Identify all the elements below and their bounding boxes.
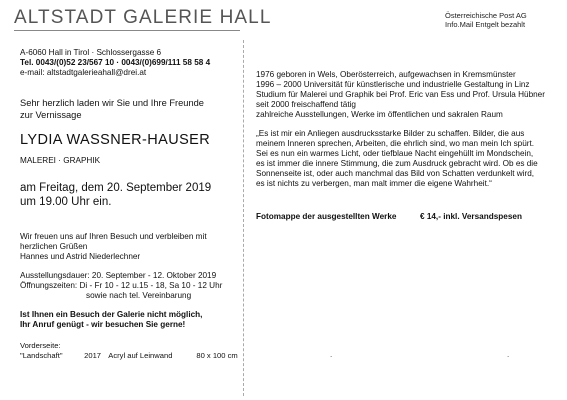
quote-line: Sonnenseite ist, oder auch manchmal das Bild von Schatten verdunkelt wird, [256,169,535,178]
artwork-medium: Acryl auf Leinwand [108,350,173,360]
cover-details [20,351,238,361]
address-field-mark: . [330,350,333,359]
artwork-size: 80 x 100 cm [196,350,238,360]
postage-line: Info.Mail Entgelt bezahlt [445,20,526,29]
quote-line: „Es ist mir ein Anliegen ausdrucksstarke Bilder zu schaffen. Bilder, die aus [256,129,525,138]
artwork-year: 2017 [84,350,102,360]
exhibition-duration: Ausstellungsdauer: 20. September - 12. Oktober 2019 [20,271,217,280]
quote-line: meinem Inneren sprechen, Arbeiten, die ehrlich sind, wo man mein Ich spürt. [256,139,535,148]
photo-folder-price: € 14,- inkl. Versandspesen [420,212,522,221]
bio-line: 1996 – 2000 Universität für künstlerische und industrielle Gestaltung in Linz [256,80,530,89]
gallery-name: ALTSTADT GALERIE HALL [14,7,272,28]
phone-numbers: Tel. 0043/(0)52 23/567 10 · 0043/(0)699/111 58 58 4 [20,58,211,67]
bio-line: 1976 geboren in Wels, Oberösterreich, aufgewachsen in Kremsmünster [256,70,516,79]
bio-line: zahlreiche Ausstellungen, Werke im öffentlichen und sakralen Raum [256,110,503,119]
postage-line: Österreichische Post AG [445,11,527,20]
greeting-line: herzlichen Grüßen [20,242,88,251]
address-field-mark: . [507,350,510,359]
artist-name: LYDIA WASSNER-HAUSER [20,132,211,148]
invitation-line: Sehr herzlich laden wir Sie und Ihre Freunde [20,98,204,108]
invitation-line: zur Vernissage [20,109,82,120]
gallery-address [20,48,210,78]
quote-line: es ist nichts zu verbergen, man malt immer die eigene Wahrheit.“ [256,179,492,188]
postage-indicia [445,11,527,29]
notice-line: Ihr Anruf genügt - wir besuchen Sie gerne! [20,320,186,329]
appointment-note: sowie nach tel. Vereinbarung [86,291,192,300]
artist-quote [256,129,556,189]
opening-date [20,181,211,209]
opening-date-line: am Freitag, dem 20. September 2019 [20,182,212,194]
center-divider [243,40,244,396]
greeting-text [20,232,207,262]
invitation-text [20,98,204,121]
greeting-line: Wir freuen uns auf Ihren Besuch und verbleiben mit [20,232,207,241]
artist-disciplines: MALEREI · GRAPHIK [20,156,101,165]
cover-label: Vorderseite: [20,341,61,350]
artist-biography [256,70,556,120]
greeting-signature: Hannes und Astrid Niederlechner [20,252,141,261]
bio-line: seit 2000 freischaffend tätig [256,100,356,109]
opening-hours: Öffnungszeiten: Di - Fr 10 - 12 u.15 - 18, Sa 10 - 12 Uhr [20,281,223,290]
street-address: A-6060 Hall in Tirol · Schlossergasse 6 [20,48,162,57]
bio-line: Studium für Malerei und Graphik bei Prof. Eric van Ess und Prof. Ursula Hübner [256,90,545,99]
exhibition-info [20,271,222,301]
title-divider [14,30,240,31]
artwork-title: "Landschaft" [20,350,63,360]
notice-line: Ist Ihnen ein Besuch der Galerie nicht möglich, [20,310,203,319]
opening-time-line: um 19.00 Uhr ein. [20,196,112,208]
photo-folder-label: Fotomappe der ausgestellten Werke [256,212,397,221]
email-address: e-mail: altstadtgalerieahall@drei.at [20,68,147,77]
visit-notice [20,310,202,330]
cover-artwork-caption [20,341,238,360]
quote-line: Sei es nun ein warmes Licht, oder tiefblaue Nacht eingehüllt im Mondschein, [256,149,534,158]
quote-line: es ist immer die innere Stimmung, die zum Ausdruck gebracht wird. Ob es die [256,159,538,168]
